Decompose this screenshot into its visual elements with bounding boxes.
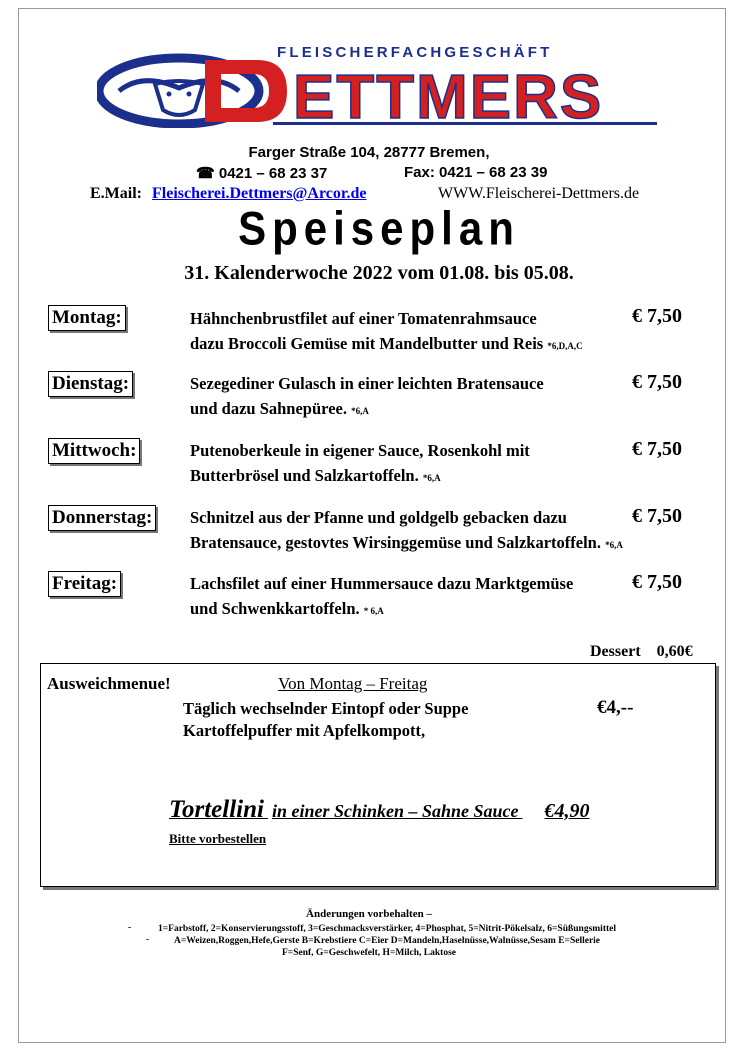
dish-thursday: [190, 505, 650, 558]
email-line: [90, 185, 367, 203]
phone-icon: ☎: [196, 165, 215, 182]
footer-dash: -: [146, 935, 150, 945]
alternative-period: Von Montag – Freitag: [278, 674, 428, 693]
price-thursday: € 7,50: [632, 505, 682, 527]
dish-wednesday-line1: Putenoberkeule in eigener Sauce, Rosenkohl mit: [190, 441, 530, 460]
special-desc: in einer Schinken – Sahne Sauce: [271, 801, 519, 821]
dish-friday-line2: und Schwenkkartoffeln. * 6,A: [190, 599, 384, 618]
fax-number: Fax: 0421 – 68 23 39: [404, 164, 548, 181]
dessert-price: 0,60€: [656, 643, 693, 660]
dessert-line: [590, 643, 693, 661]
price-monday: € 7,50: [632, 305, 682, 327]
allergens-legend-2: F=Senf, G=Geschwefelt, H=Milch, Laktose: [281, 948, 457, 958]
alternative-line1: Täglich wechselnder Eintopf oder Suppe: [183, 699, 469, 718]
week-subtitle: 31. Kalenderwoche 2022 vom 01.08. bis 05.08.: [184, 262, 574, 284]
dish-monday-line1: Hähnchenbrustfilet auf einer Tomatenrahmsauce: [190, 309, 537, 328]
dish-tuesday-line2: und dazu Sahnepüree. *6,A: [190, 399, 369, 418]
alternative-line1-price: €4,--: [597, 697, 634, 718]
changes-note: Änderungen vorbehalten –: [306, 908, 432, 920]
allergen-codes: * 6,A: [363, 606, 384, 616]
allergen-codes: *6,A: [351, 406, 369, 416]
dish-friday: [190, 571, 640, 624]
allergen-codes: *6,A: [422, 473, 441, 483]
email-link[interactable]: Fleischerei.Dettmers@Arcor.de: [152, 185, 367, 202]
alternative-heading: Ausweichmenue!: [47, 674, 171, 693]
price-wednesday: € 7,50: [632, 438, 682, 460]
dish-wednesday: [190, 438, 640, 491]
price-friday: € 7,50: [632, 571, 682, 593]
day-monday: Montag:: [48, 305, 126, 331]
footer-dash: -: [128, 923, 132, 933]
dish-monday-line2: dazu Broccoli Gemüse mit Mandelbutter und Reis *6,D,A,C: [190, 334, 583, 353]
dish-friday-line1: Lachsfilet auf einer Hummersauce dazu Marktgemüse: [190, 574, 574, 593]
brand-top-text: FLEISCHERFACHGESCHÄFT: [277, 44, 553, 61]
additives-legend: 1=Farbstoff, 2=Konservierungsstoff, 3=Geschmacksverstärker, 4=Phosphat, 5=Nitrit-Pökelsalz, 6=Süßungsmittel: [157, 924, 617, 934]
phone-number: 0421 – 68 23 37: [218, 165, 328, 182]
allergen-codes: *6,A: [605, 540, 623, 550]
dish-monday: [190, 306, 640, 359]
dish-wednesday-line2: Butterbrösel und Salzkartoffeln. *6,A: [190, 466, 441, 485]
dish-tuesday: [190, 371, 640, 424]
phone-line: [196, 164, 327, 182]
menu-title: Speiseplan: [238, 202, 520, 255]
allergens-legend-1: A=Weizen,Roggen,Hefe,Gerste B=Krebstiere C=Eier D=Mandeln,Haselnüsse,Walnüsse,Sesam E=Sellerie: [173, 936, 601, 946]
brand-name-text: ETTMERS: [293, 63, 604, 128]
preorder-note: Bitte vorbestellen: [169, 831, 267, 846]
dish-thursday-line2: Bratensauce, gestovtes Wirsinggemüse und Salzkartoffeln. *6,A: [190, 533, 623, 552]
dish-thursday-line1: Schnitzel aus der Pfanne und goldgelb gebacken dazu: [190, 508, 567, 527]
email-label: E.Mail:: [90, 185, 142, 202]
day-tuesday: Dienstag:: [48, 371, 133, 397]
price-tuesday: € 7,50: [632, 371, 682, 393]
allergen-codes: *6,D,A,C: [547, 341, 583, 351]
day-wednesday: Mittwoch:: [48, 438, 140, 464]
day-thursday: Donnerstag:: [48, 505, 156, 531]
dettmers-logo: [97, 44, 657, 128]
website-text: WWW.Fleischerei-Dettmers.de: [438, 185, 640, 202]
address-line: Farger Straße 104, 28777 Bremen,: [248, 144, 490, 161]
special-price: €4,90: [544, 800, 590, 822]
alternative-menu-box: [40, 663, 716, 887]
dish-tuesday-line1: Sezegediner Gulasch in einer leichten Bratensauce: [190, 374, 544, 393]
day-friday: Freitag:: [48, 571, 121, 597]
alternative-line2: Kartoffelpuffer mit Apfelkompott,: [183, 721, 426, 740]
special-dish: [169, 796, 590, 824]
dessert-label: Dessert: [590, 643, 641, 660]
special-name: Tortellini: [169, 796, 264, 823]
